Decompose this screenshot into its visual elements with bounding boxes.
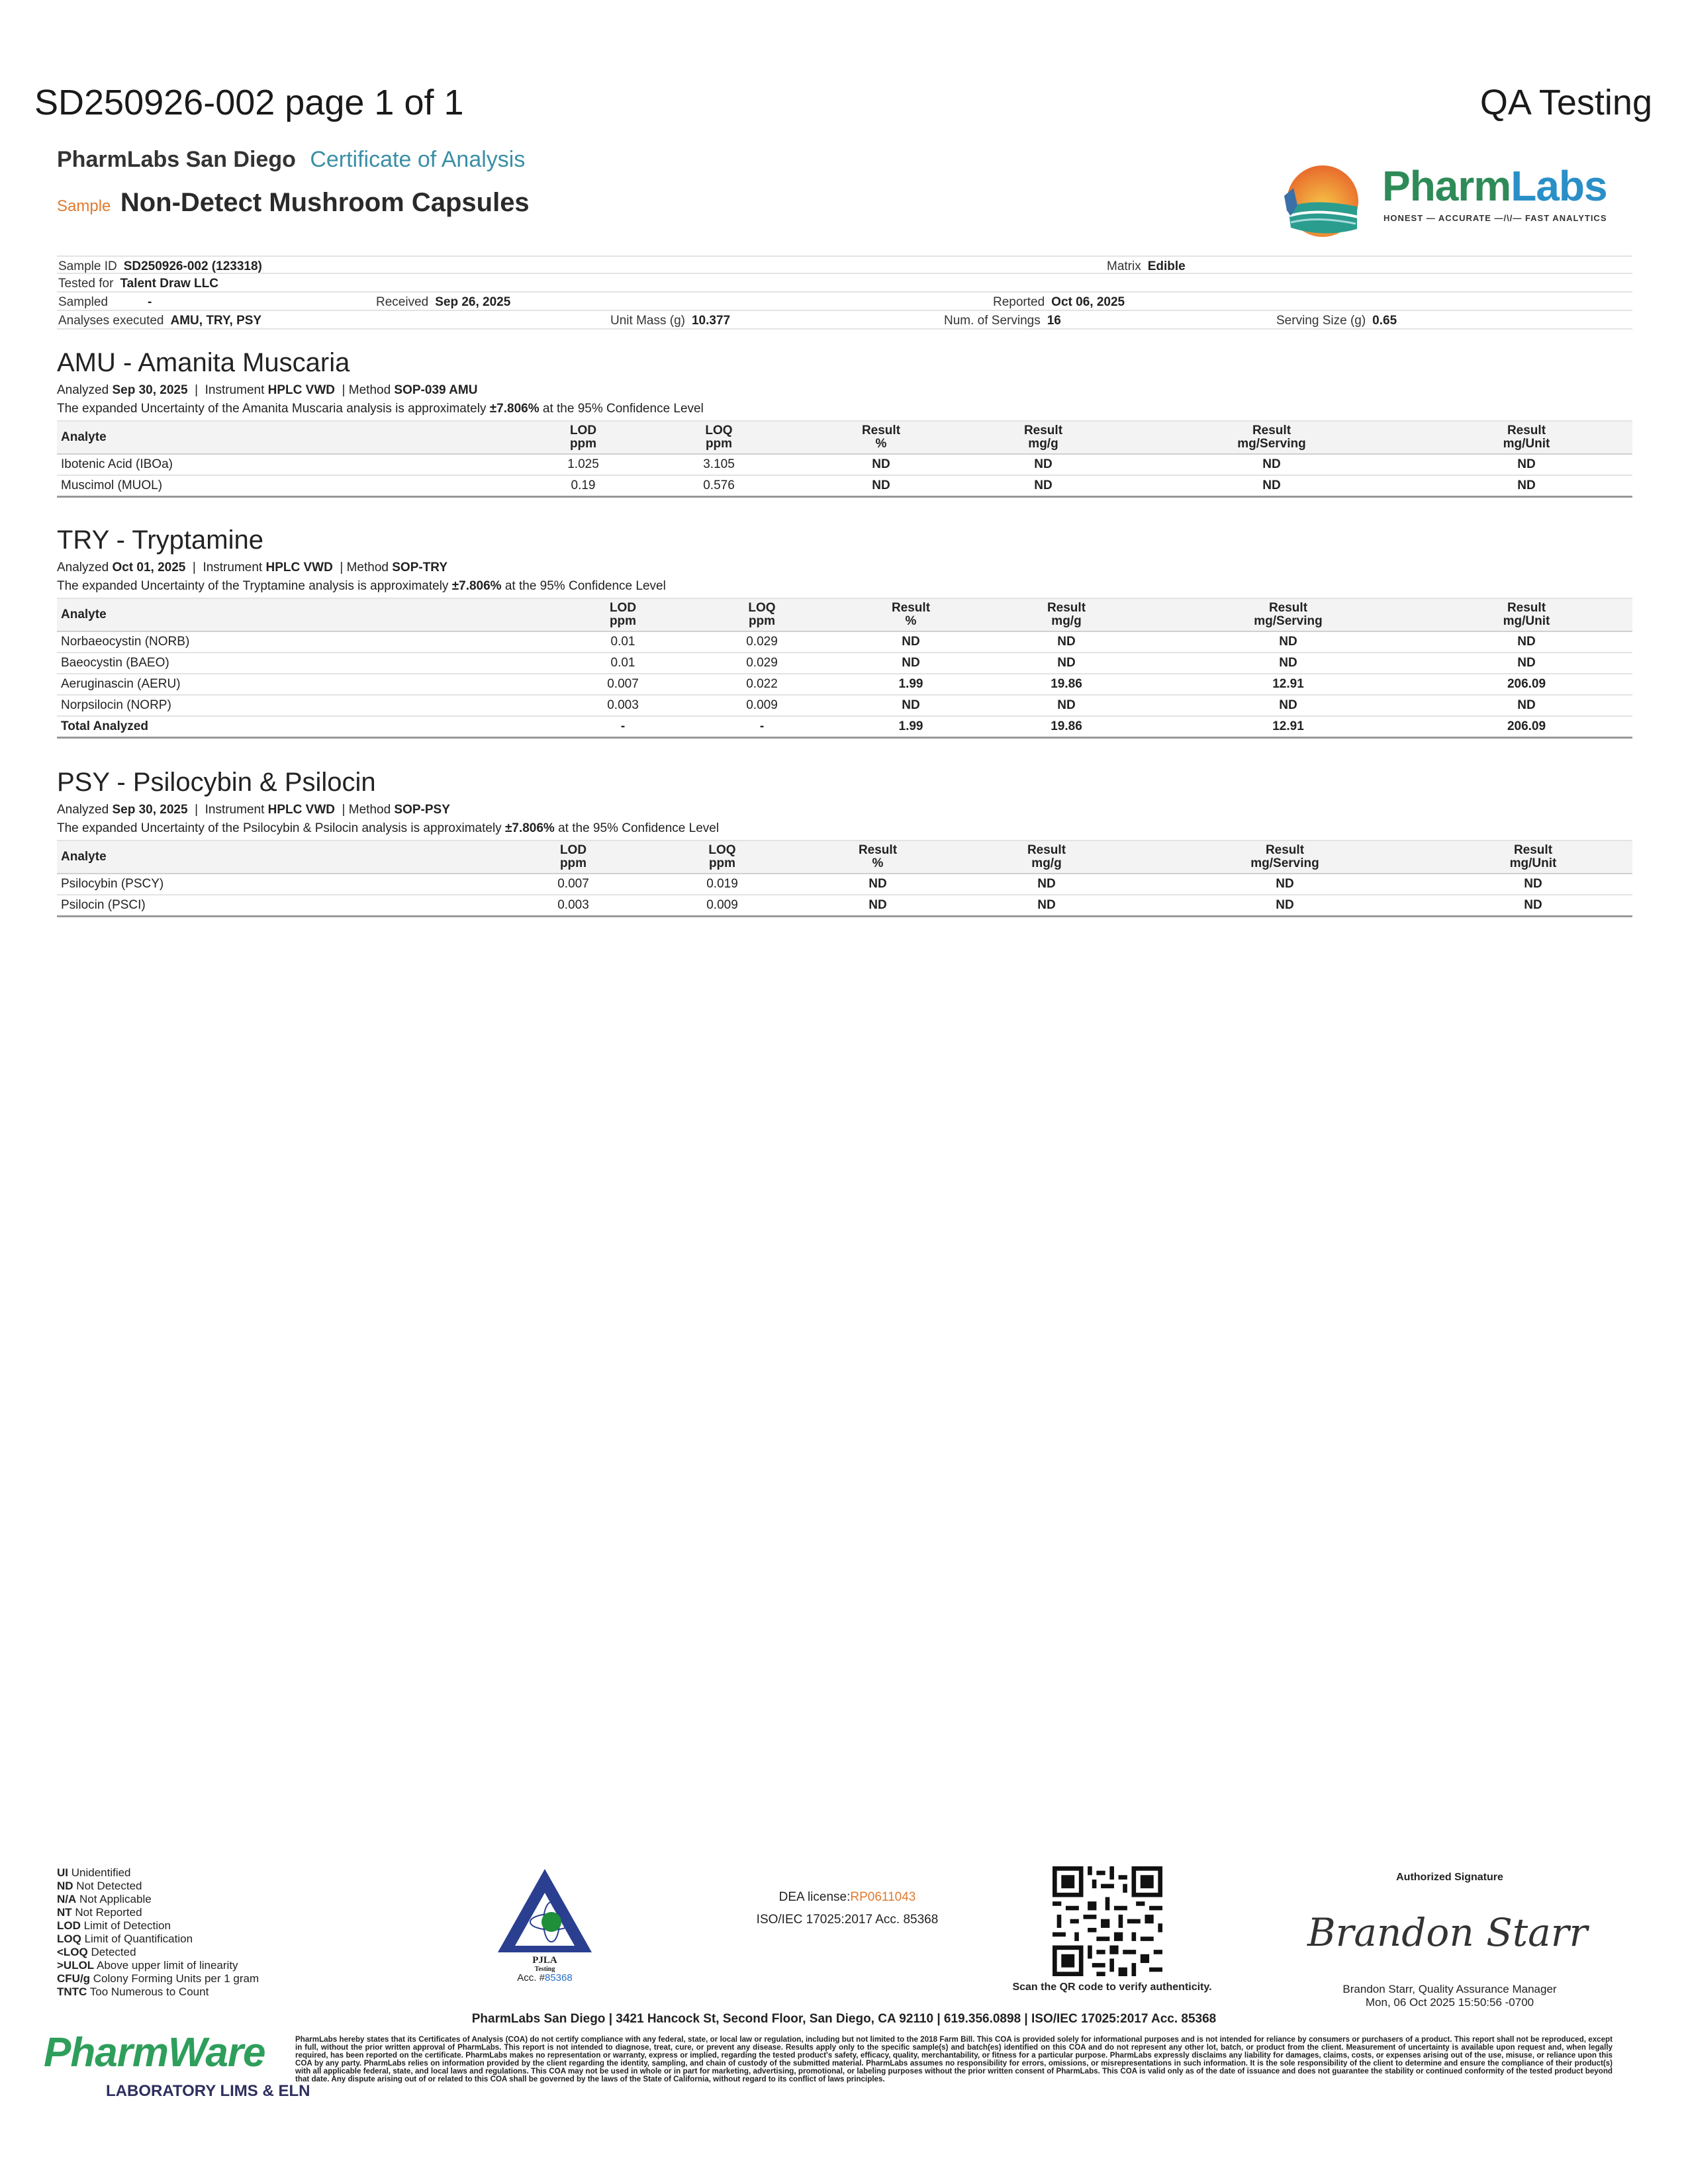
info-row (57, 274, 1632, 293)
sampled: Sampled - (58, 295, 152, 309)
pjla-accreditation (495, 1866, 594, 1985)
sample-heading (57, 188, 530, 218)
uncertainty-note: The expanded Uncertainty of the Psilocybin & Psilocin analysis is approximately ±7.806% at the 95% Confidence Level (57, 821, 720, 835)
tested-for: Tested for Talent Draw LLC (58, 277, 218, 291)
abbreviation-legend (57, 1866, 259, 1999)
lab-heading (57, 147, 525, 173)
table-row: Norbaeocystin (NORB) 0.01 0.029 ND ND ND ND (57, 631, 1632, 653)
info-row (57, 255, 1632, 274)
document-id-title: SD250926-002 page 1 of 1 (34, 83, 464, 122)
table-row: Norpsilocin (NORP) 0.003 0.009 ND ND ND ND (57, 695, 1632, 716)
logo-tagline: HONEST — ACCURATE —/\/— FAST ANALYTICS (1383, 213, 1607, 223)
legend-item: LOD Limit of Detection (57, 1919, 171, 1932)
legend-item: <LOQ Detected (57, 1946, 136, 1958)
section-meta: Analyzed Oct 01, 2025 | Instrument HPLC VWD | Method SOP-TRY (57, 561, 447, 574)
pjla-triangle-icon (495, 1866, 594, 1972)
dea-license-block (702, 1886, 993, 1931)
svg-text:Brandon Starr: Brandon Starr (1307, 1910, 1588, 1955)
num-servings: Num. of Servings 16 (944, 314, 1061, 328)
lab-name: PharmLabs San Diego (57, 147, 296, 172)
table-row: Muscimol (MUOL) 0.19 0.576 ND ND ND ND (57, 475, 1632, 496)
section-title: TRY - Tryptamine (57, 525, 263, 555)
legal-disclaimer: PharmLabs hereby states that its Certificates of Analysis (COA) do not certify compliance with any federal, state, or local law or regulation, including but not limited to the 2018 Farm Bill. This COA is provided solely for informational purposes and is not intended for reliance by consumers or purchasers of a product. This report shall not be reproduced, except in full, without the prior written approval of PharmLabs. This report is not intended to diagnose, treat, cure, or prevent any disease. Results apply only to the specific sample(s) and batch(es) identified on this COA and do not represent any other lot, batch, or product from the client. Measurement of uncertainty is available upon request and, when legally required, has been reported on the certificate. PharmLabs makes no representation or warranty, express or implied, regarding the tested product's safety, efficacy, quality, merchantability, or fitness for a particular purpose. PharmLabs expressly disclaims any liability for damages, claims, costs, or expenses arising out of the use, misuse, or reliance upon this COA by any party. PharmLabs relies on information provided by the client regarding the identity, sampling, and chain of custody of the submitted material. PharmLabs assumes no responsibility for errors, omissions, or misrepresentations in such information. It is the sole responsibility of the client to determine and ensure the compliance of their product(s) with all applicable federal, state, and local laws and regulations. This COA may not be used in whole or in part for marketing, advertising, promotional, or labeling purposes without the prior written consent of PharmLabs. This COA is valid only as of the date of issuance and does not guarantee the stability or continued conformity of the tested product beyond that date. Any dispute arising out of or related to this COA shall be governed by the laws of the State of California, without regard to its conflict of laws principles. (295, 2035, 1613, 2083)
sun-map-emblem-icon (1271, 150, 1377, 242)
iso-accreditation: ISO/IEC 17025:2017 Acc. 85368 (756, 1913, 939, 1927)
table-row: Psilocin (PSCI) 0.003 0.009 ND ND ND ND (57, 895, 1632, 916)
section-meta: Analyzed Sep 30, 2025 | Instrument HPLC VWD | Method SOP-039 AMU (57, 383, 478, 397)
amu-section (57, 348, 1632, 498)
info-row (57, 293, 1632, 311)
dea-license: DEA license:RP0611043 (778, 1890, 916, 1904)
qa-testing-label: QA Testing (1479, 83, 1652, 122)
uncertainty-note: The expanded Uncertainty of the Tryptamine analysis is approximately ±7.806% at the 95% Confidence Level (57, 579, 666, 593)
qr-caption: Scan the QR code to verify authenticity. (1012, 1981, 1212, 1993)
table-row: Ibotenic Acid (IBOa) 1.025 3.105 ND ND ND ND (57, 454, 1632, 475)
pharmware-wordmark: PharmWare (44, 2030, 265, 2075)
pharmware-logo (40, 2029, 310, 2102)
legend-item: N/A Not Applicable (57, 1893, 152, 1905)
table-row: Baeocystin (BAEO) 0.01 0.029 ND ND ND ND (57, 653, 1632, 674)
legend-item: CFU/g Colony Forming Units per 1 gram (57, 1972, 259, 1985)
legend-item: NT Not Reported (57, 1906, 142, 1919)
serving-size: Serving Size (g) 0.65 (1276, 314, 1397, 328)
pjla-acc-number: Acc. #85368 (517, 1972, 573, 1983)
pjla-name: PJLA (532, 1955, 557, 1966)
received: Received Sep 26, 2025 (376, 295, 511, 309)
legend-item: TNTC Too Numerous to Count (57, 1985, 209, 1998)
reported: Reported Oct 06, 2025 (993, 295, 1125, 309)
sample-id: Sample ID SD250926-002 (123318) (58, 259, 262, 273)
results-table: Analyte LOD ppm LOQ ppm Result % Result mg/g Result mg/Serving Result mg/Unit Psilocybin (PSCY) 0.007 0.019 ND ND ND ND Psilocin (PSCI) 0.003 0.009 ND ND ND ND (57, 840, 1632, 917)
sample-tag: Sample (57, 197, 111, 215)
legend-item: ND Not Detected (57, 1880, 142, 1892)
table-row: Psilocybin (PSCY) 0.007 0.019 ND ND ND ND (57, 874, 1632, 895)
sample-name: Non-Detect Mushroom Capsules (120, 188, 530, 217)
signer-name: Brandon Starr, Quality Assurance Manager (1342, 1983, 1557, 1995)
table-row: Aeruginascin (AERU) 0.007 0.022 1.99 19.86 12.91 206.09 (57, 674, 1632, 695)
pharmware-subtitle: LABORATORY LIMS & ELN (106, 2082, 310, 2100)
results-table: Analyte LOD ppm LOQ ppm Result % Result mg/g Result mg/Serving Result mg/Unit Norbaeocystin (NORB) 0.01 0.029 ND ND ND ND Baeocystin (BAEO) 0.01 0.029 ND ND ND ND Aeruginascin (AERU) 0.007 0.022 1.99 19.86 12.91 206.09 Norpsilocin (NORP) 0.003 0.009 ND ND ND ND Total Analyzed - - 1.99 19.86 12.91 206.09 (57, 598, 1632, 739)
sample-info-table (57, 255, 1632, 330)
section-title: PSY - Psilocybin & Psilocin (57, 768, 376, 797)
unit-mass: Unit Mass (g) 10.377 (610, 314, 731, 328)
doc-type: Certificate of Analysis (310, 147, 526, 172)
try-section (57, 525, 1632, 739)
logo-wordmark: PharmLabs (1382, 162, 1607, 210)
analyses-executed: Analyses executed AMU, TRY, PSY (58, 314, 262, 328)
signer-details (1297, 1983, 1602, 2009)
uncertainty-note: The expanded Uncertainty of the Amanita Muscaria analysis is approximately ±7.806% at the 95% Confidence Level (57, 402, 704, 416)
handwritten-signature (1301, 1899, 1599, 1966)
signature-date: Mon, 06 Oct 2025 15:50:56 -0700 (1365, 1996, 1534, 2009)
info-row (57, 311, 1632, 330)
legend-item: >ULOL Above upper limit of linearity (57, 1959, 238, 1972)
pjla-sub: Testing (534, 1966, 555, 1972)
section-meta: Analyzed Sep 30, 2025 | Instrument HPLC VWD | Method SOP-PSY (57, 803, 450, 817)
matrix: Matrix Edible (1107, 259, 1186, 273)
legend-item: UI Unidentified (57, 1866, 131, 1879)
results-table: Analyte LOD ppm LOQ ppm Result % Result mg/g Result mg/Serving Result mg/Unit Ibotenic Acid (IBOa) 1.025 3.105 ND ND ND ND Muscimol (MUOL) 0.19 0.576 ND ND ND ND (57, 420, 1632, 498)
qr-code-icon[interactable] (1053, 1866, 1162, 1976)
footer-address: PharmLabs San Diego | 3421 Hancock St, Second Floor, San Diego, CA 92110 | 619.356.0898 | ISO/IEC 17025:2017 Acc. 85368 (471, 2012, 1217, 2026)
signature-heading: Authorized Signature (1396, 1872, 1503, 1883)
section-title: AMU - Amanita Muscaria (57, 348, 350, 377)
psy-section (57, 768, 1632, 917)
total-row: Total Analyzed - - 1.99 19.86 12.91 206.09 (57, 716, 1632, 737)
legend-item: LOQ Limit of Quantification (57, 1933, 193, 1945)
pharmlabs-logo (1271, 150, 1628, 242)
